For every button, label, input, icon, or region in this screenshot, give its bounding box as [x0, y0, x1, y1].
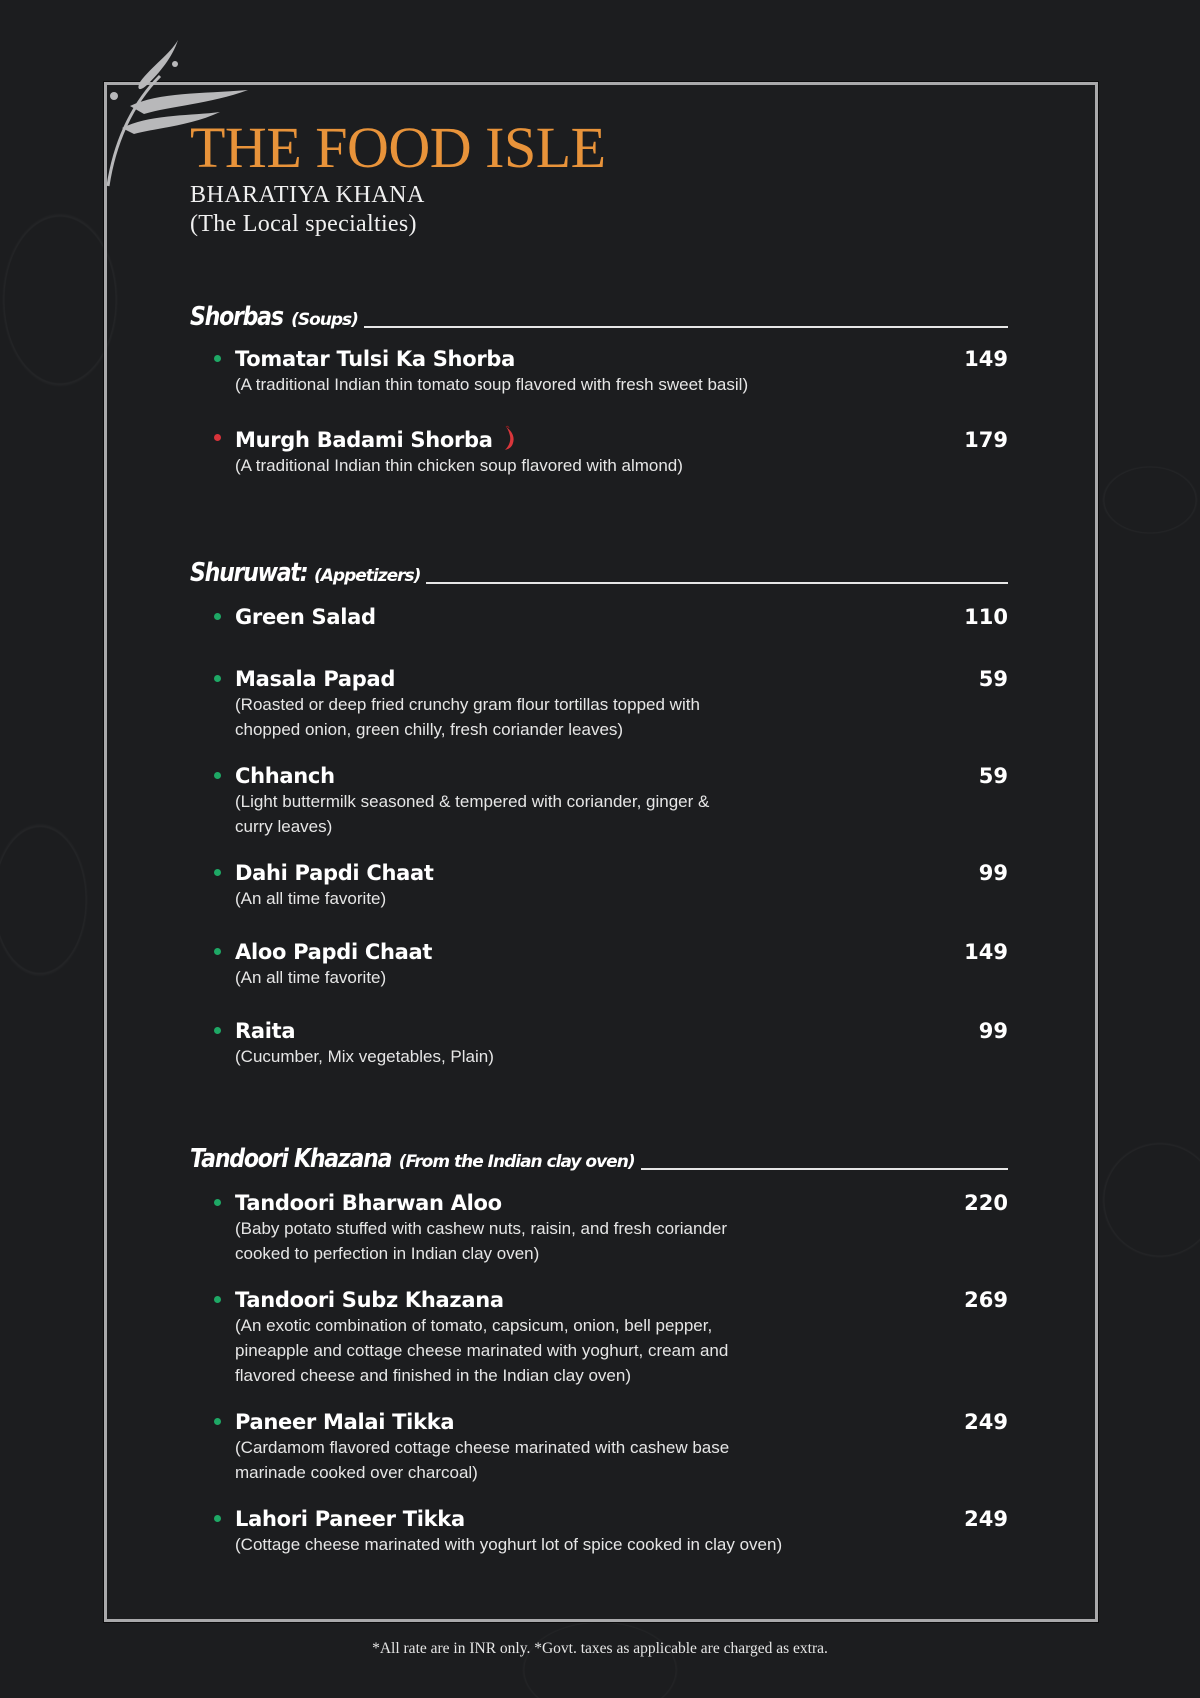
section-title: Tandoori Khazana	[190, 1144, 392, 1174]
item-name: Tomatar Tulsi Ka Shorba	[235, 347, 515, 371]
section-tandoori-khazana	[190, 1138, 1008, 1557]
item-name: Green Salad	[235, 605, 376, 629]
restaurant-name: THE FOOD ISLE	[190, 115, 606, 180]
item-name: Tandoori Subz Khazana	[235, 1288, 504, 1312]
item-price: 149	[964, 940, 1008, 964]
section-subtitle: (Soups)	[291, 310, 358, 330]
item-price: 59	[978, 667, 1008, 691]
item-price: 59	[978, 764, 1008, 788]
item-description: (A traditional Indian thin tomato soup flavored with fresh sweet basil)	[235, 375, 749, 394]
veg-dot-icon	[214, 613, 221, 620]
item-description: (Light buttermilk seasoned & tempered with coriander, ginger &	[235, 792, 710, 811]
item-price: 269	[964, 1288, 1008, 1312]
item-price: 99	[978, 861, 1008, 885]
item-description: (Roasted or deep fried crunchy gram flour tortillas topped with	[235, 695, 700, 714]
item-description: (Baby potato stuffed with cashew nuts, raisin, and fresh coriander	[235, 1219, 728, 1238]
cuisine-tagline: (The Local specialties)	[190, 211, 417, 237]
menu-item	[235, 860, 1008, 911]
section-shuruwat	[190, 552, 1008, 1069]
item-name-wrap	[235, 425, 517, 453]
menu-item	[235, 1287, 1008, 1388]
item-name: Paneer Malai Tikka	[235, 1410, 455, 1434]
menu-item	[235, 939, 1008, 990]
item-description: curry leaves)	[235, 817, 333, 836]
item-name: Chhanch	[235, 764, 335, 788]
item-name: Lahori Paneer Tikka	[235, 1507, 465, 1531]
item-name: Aloo Papdi Chaat	[235, 940, 433, 964]
item-name: Masala Papad	[235, 667, 396, 691]
item-description: (A traditional Indian thin chicken soup flavored with almond)	[235, 456, 683, 475]
nonveg-dot-icon	[214, 434, 221, 441]
item-price: 249	[964, 1410, 1008, 1434]
veg-dot-icon	[214, 1027, 221, 1034]
section-title: Shuruwat:	[190, 558, 308, 588]
item-price: 220	[964, 1191, 1008, 1215]
menu-item	[235, 1190, 1008, 1266]
section-heading	[190, 552, 1008, 588]
item-description: chopped onion, green chilly, fresh coriander leaves)	[235, 720, 624, 739]
item-name: Dahi Papdi Chaat	[235, 861, 434, 885]
menu-item	[235, 1018, 1008, 1069]
section-divider	[364, 326, 1008, 328]
item-price: 99	[978, 1019, 1008, 1043]
veg-dot-icon	[214, 675, 221, 682]
section-divider	[641, 1168, 1008, 1170]
menu-item	[235, 763, 1008, 839]
item-description: cooked to perfection in Indian clay oven)	[235, 1244, 540, 1263]
veg-dot-icon	[214, 869, 221, 876]
menu-item	[235, 425, 1008, 478]
item-description: (Cottage cheese marinated with yoghurt lot of spice cooked in clay oven)	[235, 1535, 783, 1554]
cuisine-title: BHARATIYA KHANA	[190, 182, 425, 208]
item-description: (An all time favorite)	[235, 968, 387, 987]
item-description: (An all time favorite)	[235, 889, 387, 908]
menu-header	[190, 115, 606, 238]
veg-dot-icon	[214, 772, 221, 779]
veg-dot-icon	[214, 1515, 221, 1522]
veg-dot-icon	[214, 1296, 221, 1303]
section-heading	[190, 296, 1008, 332]
menu-item	[235, 346, 1008, 397]
pricing-disclaimer: *All rate are in INR only. *Govt. taxes as applicable are charged as extra.	[372, 1640, 828, 1657]
item-name: Raita	[235, 1019, 296, 1043]
item-description: (Cucumber, Mix vegetables, Plain)	[235, 1047, 494, 1066]
veg-dot-icon	[214, 948, 221, 955]
item-description: (An exotic combination of tomato, capsicum, onion, bell pepper,	[235, 1316, 713, 1335]
item-name: Tandoori Bharwan Aloo	[235, 1191, 502, 1215]
section-heading	[190, 1138, 1008, 1174]
menu-item	[235, 1506, 1008, 1557]
item-description: flavored cheese and finished in the Indian clay oven)	[235, 1366, 631, 1385]
section-title: Shorbas	[190, 302, 283, 332]
item-name: Murgh Badami Shorba	[235, 428, 493, 452]
item-price: 149	[964, 347, 1008, 371]
veg-dot-icon	[214, 1199, 221, 1206]
item-description: (Cardamom flavored cottage cheese marinated with cashew base	[235, 1438, 730, 1457]
item-description: pineapple and cottage cheese marinated with yoghurt, cream and	[235, 1341, 729, 1360]
spicy-chilli-icon	[503, 425, 517, 451]
menu-item	[235, 1409, 1008, 1485]
veg-dot-icon	[214, 355, 221, 362]
section-subtitle: (From the Indian clay oven)	[398, 1152, 635, 1172]
item-description: marinade cooked over charcoal)	[235, 1463, 478, 1482]
item-price: 249	[964, 1507, 1008, 1531]
veg-dot-icon	[214, 1418, 221, 1425]
menu-item	[235, 604, 1008, 630]
item-price: 179	[964, 428, 1008, 452]
section-subtitle: (Appetizers)	[313, 566, 421, 586]
section-shorbas	[190, 296, 1008, 478]
menu-item	[235, 666, 1008, 742]
section-divider	[426, 582, 1008, 584]
item-price: 110	[964, 605, 1008, 629]
